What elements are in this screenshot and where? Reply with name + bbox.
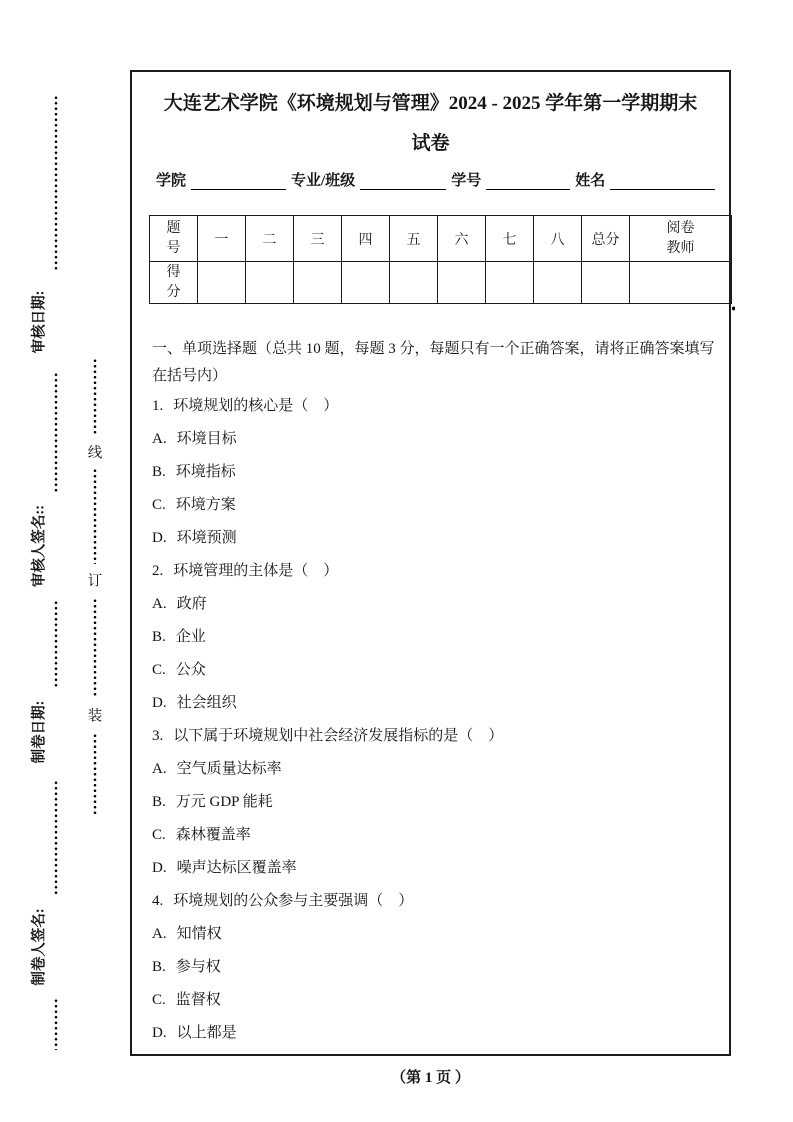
option-line xyxy=(152,489,722,522)
score-header-grader-text: 阅卷教师 xyxy=(666,220,695,256)
option-text: 公众 xyxy=(175,662,206,678)
option-letter: A. xyxy=(152,926,167,942)
field-blank-major xyxy=(360,173,446,190)
option-line xyxy=(152,753,722,786)
margin-label-maker-sign: 制卷人签名: xyxy=(31,908,48,986)
field-label-major: 专业/班级 xyxy=(291,173,356,189)
option-text: 万元 GDP 能耗 xyxy=(175,794,273,810)
margin-label-reviewer-sign: 审核人签名:: xyxy=(31,504,48,588)
option-line xyxy=(152,423,722,456)
score-header-col-7: 七 xyxy=(486,216,534,262)
question-text: 环境管理的主体是（ ） xyxy=(173,563,339,579)
score-header-col-5: 五 xyxy=(390,216,438,262)
dotted-line-segment xyxy=(54,600,58,688)
option-text: 社会组织 xyxy=(176,695,237,711)
field-blank-student-id xyxy=(486,173,570,190)
score-cell-empty xyxy=(438,262,486,304)
field-blank-name xyxy=(610,173,715,190)
score-header-col-1: 一 xyxy=(198,216,246,262)
score-header-col-3: 三 xyxy=(294,216,342,262)
score-cell-empty xyxy=(294,262,342,304)
question-number: 2. xyxy=(152,563,164,579)
option-letter: C. xyxy=(152,827,166,843)
binding-char-line: 线 xyxy=(87,445,103,462)
score-header-question-no xyxy=(150,216,198,262)
score-cell-empty xyxy=(390,262,438,304)
question-text: 环境规划的公众参与主要强调（ ） xyxy=(173,893,414,909)
exam-title-line1: 大连艺术学院《环境规划与管理》2024 - 2025 学年第一学期期末 xyxy=(163,93,698,114)
option-letter: B. xyxy=(152,629,166,645)
option-letter: A. xyxy=(152,596,167,612)
question-text: 环境规划的核心是（ ） xyxy=(173,398,339,414)
binding-char-bind: 装 xyxy=(87,708,103,725)
option-text: 空气质量达标率 xyxy=(176,761,282,777)
score-cell-empty xyxy=(342,262,390,304)
option-letter: A. xyxy=(152,761,167,777)
option-text: 噪声达标区覆盖率 xyxy=(176,860,297,876)
option-letter: A. xyxy=(152,431,167,447)
question-text: 以下属于环境规划中社会经济发展指标的是（ ） xyxy=(173,728,504,744)
option-text: 企业 xyxy=(175,629,206,645)
option-letter: B. xyxy=(152,794,166,810)
option-line xyxy=(152,687,722,720)
option-letter: C. xyxy=(152,662,166,678)
score-cell-empty xyxy=(486,262,534,304)
question-list xyxy=(152,390,722,1050)
option-letter: D. xyxy=(152,860,167,876)
option-line xyxy=(152,951,722,984)
score-row-label-cell xyxy=(150,262,198,304)
score-cell-empty xyxy=(198,262,246,304)
option-text: 以上都是 xyxy=(176,1025,237,1041)
dotted-line-segment xyxy=(54,998,58,1050)
option-letter: D. xyxy=(152,530,167,546)
dotted-line-segment xyxy=(54,95,58,272)
question-number: 4. xyxy=(152,893,164,909)
option-letter: D. xyxy=(152,695,167,711)
question-number: 3. xyxy=(152,728,164,744)
option-line xyxy=(152,852,722,885)
option-letter: C. xyxy=(152,992,166,1008)
question-number: 1. xyxy=(152,398,164,414)
section-heading: 一、单项选择题（总共 10 题，每题 3 分，每题只有一个正确答案，请将正确答案填写在括号内） xyxy=(152,341,715,384)
score-cell-empty xyxy=(534,262,582,304)
student-info-row xyxy=(156,172,715,190)
margin-label-review-date: 审核日期: xyxy=(31,290,48,354)
option-text: 环境指标 xyxy=(175,464,236,480)
dotted-line-segment xyxy=(54,780,58,896)
option-text: 监督权 xyxy=(175,992,221,1008)
field-label-name: 姓名 xyxy=(575,173,606,189)
dotted-line-segment xyxy=(93,358,97,436)
option-line xyxy=(152,456,722,489)
option-text: 环境方案 xyxy=(175,497,236,513)
score-header-col-8: 八 xyxy=(534,216,582,262)
option-letter: D. xyxy=(152,1025,167,1041)
option-letter: C. xyxy=(152,497,166,513)
option-line xyxy=(152,786,722,819)
option-text: 知情权 xyxy=(176,926,222,942)
field-label-student-id: 学号 xyxy=(451,173,482,189)
score-header-grader xyxy=(630,216,732,262)
score-table-score-row xyxy=(150,262,732,304)
question-stem xyxy=(152,720,722,753)
score-cell-empty xyxy=(630,262,732,304)
option-line xyxy=(152,522,722,555)
option-line xyxy=(152,1017,722,1050)
question-stem xyxy=(152,555,722,588)
question-stem xyxy=(152,885,722,918)
exam-title xyxy=(132,84,729,164)
dotted-line-segment xyxy=(54,372,58,494)
exam-title-line2: 试卷 xyxy=(411,133,450,154)
option-line xyxy=(152,819,722,852)
dotted-line-segment xyxy=(93,598,97,698)
option-text: 政府 xyxy=(176,596,207,612)
question-stem xyxy=(152,390,722,423)
option-line xyxy=(152,621,722,654)
score-header-col-4: 四 xyxy=(342,216,390,262)
score-header-col-6: 六 xyxy=(438,216,486,262)
option-text: 环境预测 xyxy=(176,530,237,546)
score-cell-empty xyxy=(582,262,630,304)
option-text: 参与权 xyxy=(175,959,221,975)
field-blank-college xyxy=(191,173,286,190)
option-line xyxy=(152,588,722,621)
score-header-col-2: 二 xyxy=(246,216,294,262)
score-table xyxy=(149,215,732,304)
option-text: 环境目标 xyxy=(176,431,237,447)
exam-sheet xyxy=(130,70,731,1056)
page-footer: （第 1 页 ） xyxy=(391,1070,470,1086)
score-table-header-row xyxy=(150,216,732,262)
score-header-question-no-text: 题号 xyxy=(166,220,181,256)
score-cell-empty xyxy=(246,262,294,304)
field-label-college: 学院 xyxy=(156,173,187,189)
option-line xyxy=(152,654,722,687)
score-row-label-text: 得分 xyxy=(166,264,181,300)
dotted-line-segment xyxy=(93,733,97,817)
dotted-line-segment xyxy=(93,468,97,564)
option-letter: B. xyxy=(152,464,166,480)
option-line xyxy=(152,918,722,951)
option-line xyxy=(152,984,722,1017)
margin-label-made-date: 制卷日期: xyxy=(31,700,48,764)
option-text: 森林覆盖率 xyxy=(175,827,251,843)
binding-char-staple: 订 xyxy=(87,573,103,590)
option-letter: B. xyxy=(152,959,166,975)
score-header-total: 总分 xyxy=(582,216,630,262)
